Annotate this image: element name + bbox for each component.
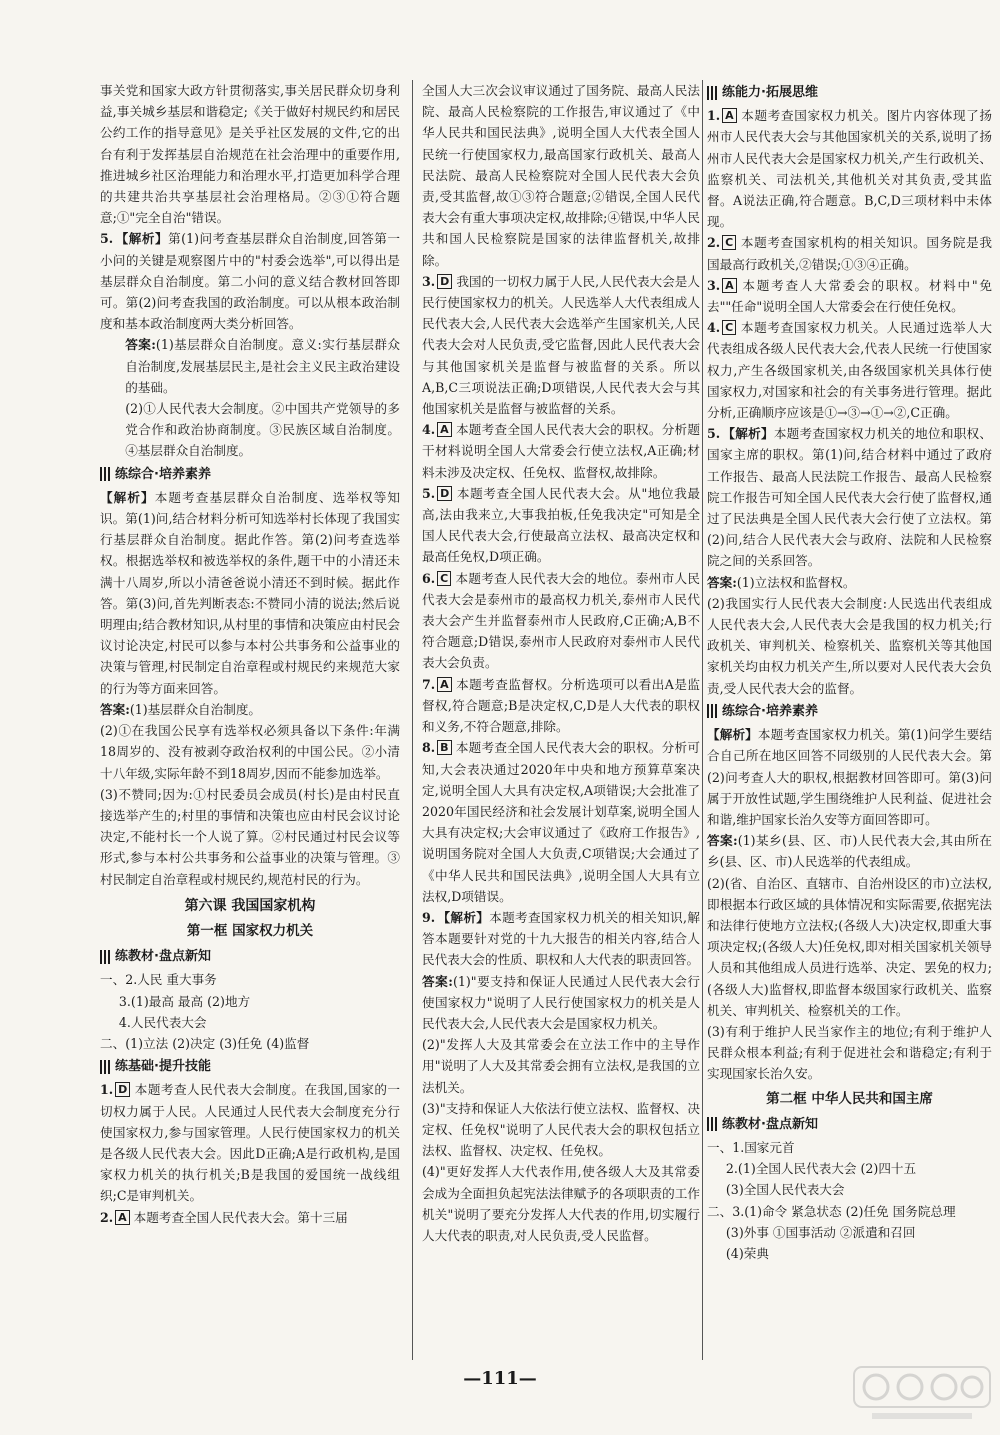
answer-text: (3)"支持和保证人大依法行使立法权、监督权、决定权、任免权"说明了人民代表大会的职权包括立法权、监督权、决定权、任免权。 — [422, 1100, 700, 1159]
section-heading-jiaocai: 练教材·盘点新知 — [100, 946, 400, 967]
answer-letter-box: A — [437, 422, 452, 437]
answer-letter-box: D — [437, 274, 452, 289]
question-2: 2. C 本题考查国家机构的相关知识。国务院是我国最高行政机关,②错误;①③④正确。 — [707, 235, 992, 272]
answer-letter-box: D — [437, 486, 452, 501]
answer-letter-box: A — [722, 278, 737, 293]
analysis: 【解析】本题考查基层群众自治制度、选举权等知识。第(1)问,结合材料分析可知选举村长体现了我国实行基层群众自治制度。据此作答。第(2)问考查选举权。根据选举权和被选举权的条件,题干中的小清还未满十八周岁,所以小清爸爸说小清还不到时候。据此作答。第(3)问,首先判断表态:不赞同小清的说法;然后说明理由;结合教材知识,从村里的事情和决策应由村民会议讨论决定,村民可以参与本村公共事务和公益事业的决策与管理,村民制定自治章程或村规民约来规范大家的行为等方面来回答。 — [100, 489, 401, 696]
section-bars-icon — [707, 704, 717, 718]
question-4: 4. C 本题考查国家权力机关。人民通过选举人大代表组成各级人民代表大会,代表人民统一行使国家权力,产生各级国家机关,由各级国家机关具体行使国家权力,对国家和社会的有关事务进行管理。据此分析,正确顺序应该是①→③→①→②,C正确。 — [707, 320, 992, 421]
answer-letter-box: B — [437, 740, 451, 755]
list-item: 2.(1)全国人民代表大会 (2)四十五 — [725, 1161, 917, 1177]
answer-text: (3)有利于维护人民当家作主的地位;有利于维护人民群众根本利益;有利于促进社会和谐稳定;有利于实现国家长治久安。 — [707, 1023, 992, 1082]
answer-letter-box: C — [722, 235, 736, 250]
answer-text: (2)我国实行人民代表大会制度:人民选出代表组成人民代表大会,人民代表大会是我国的权力机关;行政机关、审判机关、检察机关、监察机关等其他国家机关均由权力机关产生,所以要对人民代表大会负责,受人民代表大会的监督。 — [707, 595, 992, 696]
column-divider — [702, 80, 703, 1360]
section-bars-icon — [100, 467, 110, 481]
page-number: —111— — [463, 1368, 537, 1389]
question-2: 2. A 本题考查全国人民代表大会。第十三届 — [100, 1209, 348, 1225]
watermark-logo — [852, 1363, 992, 1423]
answer-text: (2)"发挥人大及其常委会在立法工作中的主导作用"说明了人大及其常委会拥有立法权,是我国的立法机关。 — [422, 1037, 700, 1095]
answer-text: (3)不赞同;因为:①村民委员会成员(村长)是由村民直接选举产生的;村里的事情和决策也应由村民会议讨论决定,不能村长一个人说了算。②村民通过村民会议等形式,参与本村公共事务和公益事业的决策与管理。③村民制定自治章程或村规民约,规范村民的行为。 — [100, 786, 400, 887]
question-7: 7. A 本题考查监督权。分析选项可以看出A是监督权,符合题意;B是决定权,C,D是人大代表的职权和义务,不符合题意,排除。 — [422, 676, 700, 735]
list-item: (3)全国人民代表大会 — [725, 1182, 845, 1198]
list-item: 二、(1)立法 (2)决定 (3)任免 (4)监督 — [100, 1035, 310, 1051]
column-right — [707, 80, 992, 1264]
question-3: 3. D 我国的一切权力属于人民,人民代表大会是人民行使国家权力的机关。人民选举人大代表组成人民代表大会,人民代表大会选举产生国家机关,人民代表大会对人民负责,受它监督,因此人民代表大会与其他国家机关是监督与被监督的关系。所以A,B,C三项说法正确;D项错误,人民代表大会与其他国家机关是监督与被监督的关系。 — [422, 273, 700, 417]
column-left — [100, 80, 400, 1228]
question-9: 9. 【解析】本题考查国家权力机关的相关知识,解答本题要针对党的十九大报告的相关内容,结合人民代表大会的性质、职权和人大代表的职责回答。 — [422, 909, 700, 968]
answer-text: (2)①人民代表大会制度。②中国共产党领导的多党合作和政治协商制度。③民族区域自治制度。④基层群众自治制度。 — [125, 401, 400, 459]
answer: 答案:(1)某乡(县、区、市)人民代表大会,其由所在乡(县、区、市)人民选举的代表组成。 — [707, 833, 993, 870]
section-bars-icon — [707, 86, 717, 100]
column-divider — [412, 80, 413, 1360]
lesson-title: 第六课 我国国家机构 — [184, 897, 316, 914]
question-5: 5. 【解析】本题考查国家权力机关的地位和职权、国家主席的职权。第(1)问,结合材料中通过了政府工作报告、最高人民法院工作报告、最高人民检察院工作报告可知全国人民代表大会行使了监督权,通过了民法典是全国人民代表大会行使了立法权。第(2)问,结合人民代表大会与政府、法院和人民检察院之间的关系回答。 — [707, 426, 993, 569]
question-8: 8. B 本题考查全国人民代表大会的职权。分析可知,大会表决通过2020年中央和地方预算草案决定,说明全国人大具有决定权,A项错误;大会批准了2020年国民经济和社会发展计划草案,说明全国人大具有决定权;大会审议通过了《政府工作报告》,说明国务院对全国人大负责,C项错误;大会通过了《中华人民共和国民法典》,说明全国人大具有立法权,D项错误。 — [422, 740, 700, 904]
frame-title: 第一框 国家权力机关 — [186, 922, 314, 939]
question-1: 1. A 本题考查国家权力机关。图片内容体现了扬州市人民代表大会与其他国家机关的关系,说明了扬州市人民代表大会是国家权力机关,产生行政机关、监察机关、司法机关,其他机关对其负责,受其监督。A说法正确,符合题意。B,C,D三项材料中未体现。 — [707, 108, 992, 230]
paragraph: 事关党和国家大政方针贯彻落实,事关居民群众切身利益,事关城乡基层和谐稳定;《关于做好村规民约和居民公约工作的指导意见》是关乎社区发展的文件,它的出台有利于发挥基层自治规范在社会治理中的重要作用,推进城乡社区治理能力和治理水平,打造更加科学合理的共建共治共享基层社会治理格局。②③①符合题意;①"完全自治"错误。 — [100, 83, 400, 226]
question-4: 4. A 本题考查全国人民代表大会的职权。分析题干材料说明全国人大常委会行使立法权,A正确;材料未涉及决定权、任免权、监督权,故排除。 — [422, 422, 700, 480]
section-heading-zonghe: 练综合·培养素养 — [707, 701, 992, 722]
answer-label: 答案:(1)基层群众自治制度。意义:实行基层群众自治制度,发展基层民主,是社会主义民主政治建设的基础。 — [125, 337, 400, 395]
list-item: 二、3.(1)命令 紧急状态 (2)任免 国务院总理 — [707, 1203, 956, 1219]
section-heading-zonghe: 练综合·培养素养 — [100, 464, 400, 485]
list-item: 一、1.国家元首 — [707, 1139, 795, 1155]
analysis: 【解析】本题考查国家权力机关。第(1)问学生要结合自己所在地区回答不同级别的人民代表大会。第(2)问考查人大的职权,根据教材回答即可。第(3)问属于开放性试题,学生围绕维护人民利益、促进社会和谐,维护国家长治久安等方面回答即可。 — [707, 727, 992, 827]
list-item: 一、2.人民 重大事务 — [100, 972, 217, 988]
question-5: 5. D 本题考查全国人民代表大会。从"地位我最高,法由我来立,大事我拍板,任免我决定"可知是全国人民代表大会,行使最高立法权、最高决定权和最高任免权,D项正确。 — [422, 485, 700, 565]
answer-text: (2)①在我国公民享有选举权必须具备以下条件:年满18周岁的、没有被剥夺政治权利的中国公民。②小清十八年级,实际年龄不到18周岁,因而不能参加选举。 — [100, 723, 400, 781]
answer-letter-box: C — [722, 320, 736, 335]
answer-page — [100, 70, 995, 1400]
question-1: 1. D 本题考查人民代表大会制度。在我国,国家的一切权力属于人民。人民通过人民代表大会制度充分行使国家权力,参与国家管理。人民行使国家权力的机关是各级人民代表大会。因此D正确;A是行政机构,是国家权力机关的执行机关;B是我国的爱国统一战线组织;C是审判机关。 — [100, 1082, 400, 1204]
question-3: 3. A 本题考查人大常委会的职权。材料中"免去""任命"说明全国人大常委会在行使任免权。 — [707, 277, 992, 315]
answer-letter-box: D — [115, 1082, 130, 1097]
answer: 答案:(1)立法权和监督权。 — [707, 574, 856, 590]
question-5: 5. 【解析】第(1)问考查基层群众自治制度,回答第一小问的关键是观察图片中的"村委会选举",可以得出是基层群众自治制度。第二小问的意义结合教材回答即可。第(2)问考查我国的政治制度。可以从根本政治制度和基本政治制度两大类分析回答。 — [100, 231, 401, 332]
frame-title: 第二框 中华人民共和国主席 — [766, 1090, 933, 1107]
answer-letter-box: A — [722, 108, 737, 123]
section-heading-jichu: 练基础·提升技能 — [100, 1056, 400, 1077]
answer-text: (2)(省、自治区、直辖市、自治州设区的市)立法权,即根据本行政区域的具体情况和实际需要,依据宪法和法律行使地方立法权;(各级人大)决定权,即重大事项决定权;(各级人大)任免权,即对相关国家机关领导人员和其他组成人员进行选举、决定、罢免的权力;(各级人大)监督权,即监督本级国家行政机关、监察机关、审判机关、检察机关的工作。 — [707, 875, 992, 1018]
answer-letter-box: A — [437, 677, 452, 692]
section-heading-nengli: 练能力·拓展思维 — [707, 82, 992, 103]
answer-letter-box: C — [437, 571, 451, 586]
list-item: 4.人民代表大会 — [118, 1014, 207, 1030]
paragraph: 全国人大三次会议审议通过了国务院、最高人民法院、最高人民检察院的工作报告,审议通过了《中华人民共和国民法典》,说明全国人大代表全国人民统一行使国家权力,最高国家行政机关、最高人民法院、最高人民检察院对全国人民代表大会负责,受其监督,故①③符合题意;②错误,全国人民代表大会有重大事项决定权,故排除;④错误,中华人民共和国人民检察院是国家的法律监督机关,故排除。 — [422, 83, 700, 268]
list-item: 3.(1)最高 最高 (2)地方 — [118, 993, 251, 1009]
section-bars-icon — [100, 1060, 110, 1074]
answer-text: (4)"更好发挥人大代表作用,使各级人大及其常委会成为全面担负起宪法法律赋予的各项职责的工作机关"说明了要充分发挥人大代表的作用,切实履行人大代表的职责,对人民负责,受人民监督。 — [422, 1164, 700, 1243]
list-item: (3)外事 ①国事活动 ②派遣和召回 — [725, 1224, 916, 1240]
section-bars-icon — [707, 1117, 717, 1131]
list-item: (4)荣典 — [725, 1245, 769, 1261]
answer: 答案:(1)基层群众自治制度。 — [100, 701, 262, 717]
section-heading-jiaocai: 练教材·盘点新知 — [707, 1114, 992, 1135]
answer: 答案:(1)"要支持和保证人民通过人民代表大会行使国家权力"说明了人民行使国家权力的机关是人民代表大会,人民代表大会是国家权力机关。 — [422, 973, 700, 1031]
column-middle — [422, 80, 700, 1246]
question-6: 6. C 本题考查人民代表大会的地位。泰州市人民代表大会是泰州市的最高权力机关,泰州市人民代表大会产生并监督泰州市人民政府,C正确;A,B不符合题意;D错误,泰州市人民政府对泰州市人民代表大会负责。 — [422, 570, 700, 671]
answer-letter-box: A — [115, 1210, 130, 1225]
section-bars-icon — [100, 950, 110, 964]
